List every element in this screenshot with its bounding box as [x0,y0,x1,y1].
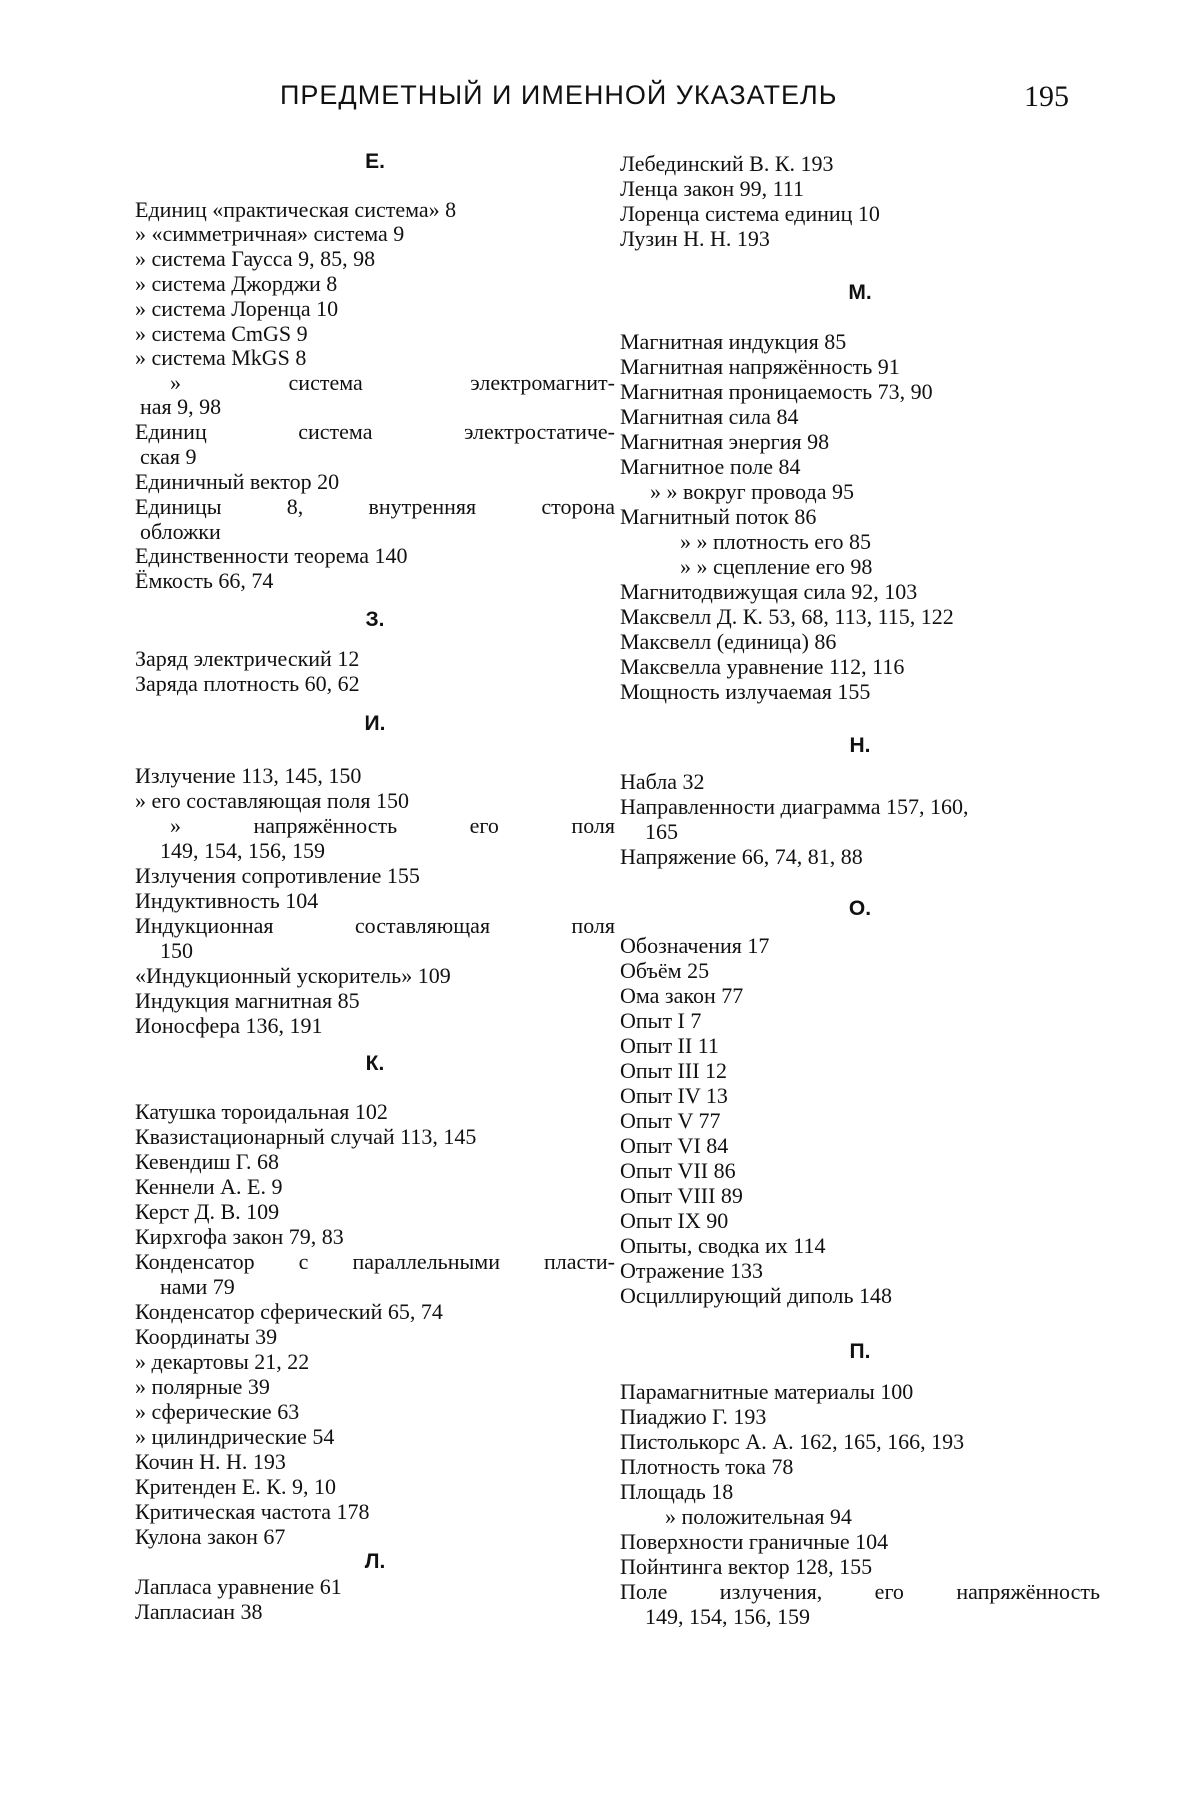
index-entry: » » сцепление его 98 [680,554,873,579]
index-entry: Ома закон 77 [620,983,744,1008]
index-entry: Кирхгофа закон 79, 83 [135,1224,344,1249]
index-entry: ная 9, 98 [140,394,222,419]
index-entry: » » плотность его 85 [680,529,872,554]
index-entry: Индуктивность 104 [135,888,319,913]
index-entry: » система электромагнит- [170,370,615,395]
index-entry: Осциллирующий диполь 148 [620,1283,893,1308]
index-entry: » сферические 63 [135,1399,300,1424]
index-entry: Кулона закон 67 [135,1524,286,1549]
index-entry: Опыт IX 90 [620,1208,729,1233]
index-column-right [620,0,1100,1800]
index-entry: Площадь 18 [620,1479,734,1504]
index-entry: Излучения сопротивление 155 [135,863,420,888]
index-entry: Направленности диаграмма 157, 160, [620,794,969,819]
index-entry: Конденсатор с параллельными пласти- [135,1249,615,1274]
index-entry: Ёмкость 66, 74 [135,568,274,593]
index-entry: 165 [645,819,678,844]
section-letter-heading: К. [365,1052,385,1075]
index-entry: Магнитное поле 84 [620,454,801,479]
index-entry: Опыт VII 86 [620,1158,736,1183]
index-entry: » декартовы 21, 22 [135,1349,310,1374]
index-entry: 149, 154, 156, 159 [645,1604,810,1629]
index-entry: » положительная 94 [665,1504,852,1529]
index-entry: Максвелла уравнение 112, 116 [620,654,905,679]
index-entry: Ионосфера 136, 191 [135,1013,323,1038]
section-letter-heading: Л. [364,1550,386,1573]
section-letter-heading: Н. [849,734,871,757]
index-entry: Заряда плотность 60, 62 [135,671,360,696]
index-entry: Пиаджио Г. 193 [620,1404,767,1429]
index-entry: Напряжение 66, 74, 81, 88 [620,844,863,869]
section-letter-heading: П. [849,1340,871,1363]
index-entry: 150 [160,938,193,963]
index-entry: Единичный вектор 20 [135,469,340,494]
index-entry: Лоренца система единиц 10 [620,201,880,226]
index-entry: Опыт VI 84 [620,1133,729,1158]
index-column-left [135,0,615,1800]
index-entry: ская 9 [140,444,197,469]
index-entry: Поверхности граничные 104 [620,1529,889,1554]
index-entry: » » вокруг провода 95 [650,479,854,504]
index-entry: Пойнтинга вектор 128, 155 [620,1554,873,1579]
index-entry: Обозначения 17 [620,933,770,958]
index-entry: Конденсатор сферический 65, 74 [135,1299,443,1324]
index-entry: Объём 25 [620,958,710,983]
index-entry: Катушка тороидальная 102 [135,1099,388,1124]
index-entry: «Индукционный ускоритель» 109 [135,963,451,988]
section-letter-heading: И. [364,712,386,735]
index-entry: Опыт II 11 [620,1033,719,1058]
index-entry: » система MkGS 8 [135,345,307,370]
index-entry: Мощность излучаемая 155 [620,679,871,704]
index-entry: » система CmGS 9 [135,321,308,346]
index-entry: обложки [140,519,221,544]
index-entry: Лапласиан 38 [135,1599,263,1624]
index-entry: Магнитная сила 84 [620,404,799,429]
index-entry: Критическая частота 178 [135,1499,370,1524]
index-entry: Лебединский В. К. 193 [620,151,834,176]
index-entry: Лапласа уравнение 61 [135,1574,342,1599]
index-entry: Опыты, сводка их 114 [620,1233,826,1258]
index-entry: Ленца закон 99, 111 [620,176,805,201]
index-entry: Лузин Н. Н. 193 [620,226,770,251]
index-entry: Индукционная составляющая поля [135,913,615,938]
index-entry: Единственности теорема 140 [135,543,408,568]
index-entry: » система Лоренца 10 [135,296,339,321]
index-entry: Магнитная проницаемость 73, 90 [620,379,933,404]
index-entry: Опыт V 77 [620,1108,721,1133]
index-entry: Магнитный поток 86 [620,504,817,529]
index-entry: Максвелл (единица) 86 [620,629,837,654]
index-entry: Квазистационарный случай 113, 145 [135,1124,477,1149]
index-entry: Максвелл Д. К. 53, 68, 113, 115, 122 [620,604,954,629]
index-entry: 149, 154, 156, 159 [160,838,325,863]
index-entry: Единиц «практическая система» 8 [135,197,457,222]
section-letter-heading: З. [365,608,385,631]
index-entry: Заряд электрический 12 [135,646,360,671]
index-entry: Координаты 39 [135,1324,278,1349]
section-letter-heading: М. [848,281,872,304]
index-entry: » цилиндрические 54 [135,1424,335,1449]
index-entry: Магнитодвижущая сила 92, 103 [620,579,918,604]
index-entry: Пистолькорс А. А. 162, 165, 166, 193 [620,1429,965,1454]
index-entry: Опыт I 7 [620,1008,702,1033]
index-entry: Кевендиш Г. 68 [135,1149,280,1174]
page-title: ПРЕДМЕТНЫЙ И ИМЕННОЙ УКАЗАТЕЛЬ [280,80,838,110]
section-letter-heading: Е. [365,150,385,173]
section-letter-heading: О. [848,897,872,920]
index-entry: Индукция магнитная 85 [135,988,360,1013]
index-entry: Опыт VIII 89 [620,1183,743,1208]
index-entry: Кеннели А. Е. 9 [135,1174,283,1199]
index-entry: Плотность тока 78 [620,1454,794,1479]
index-entry: » его составляющая поля 150 [135,788,410,813]
index-entry: » полярные 39 [135,1374,270,1399]
index-entry: Поле излучения, его напряжённость [620,1579,1100,1604]
page-number: 195 [1024,80,1069,113]
index-entry: Кочин Н. Н. 193 [135,1449,286,1474]
index-entry: » система Гаусса 9, 85, 98 [135,246,376,271]
index-entry: » «симметричная» система 9 [135,221,405,246]
index-entry: Набла 32 [620,769,705,794]
index-entry: Критенден Е. К. 9, 10 [135,1474,336,1499]
index-entry: Излучение 113, 145, 150 [135,763,362,788]
index-entry: Опыт IV 13 [620,1083,728,1108]
index-entry: Магнитная индукция 85 [620,329,847,354]
index-entry: Магнитная энергия 98 [620,429,830,454]
index-entry: Магнитная напряжённость 91 [620,354,900,379]
index-entry: Единиц система электростатиче- [135,419,615,444]
index-entry: Единицы 8, внутренняя сторона [135,494,615,519]
index-entry: Керст Д. В. 109 [135,1199,280,1224]
index-entry: нами 79 [160,1274,235,1299]
index-entry: Отражение 133 [620,1258,764,1283]
index-entry: Опыт III 12 [620,1058,728,1083]
index-entry: Парамагнитные материалы 100 [620,1379,914,1404]
index-entry: » система Джорджи 8 [135,271,338,296]
index-entry: » напряжённость его поля [170,813,615,838]
